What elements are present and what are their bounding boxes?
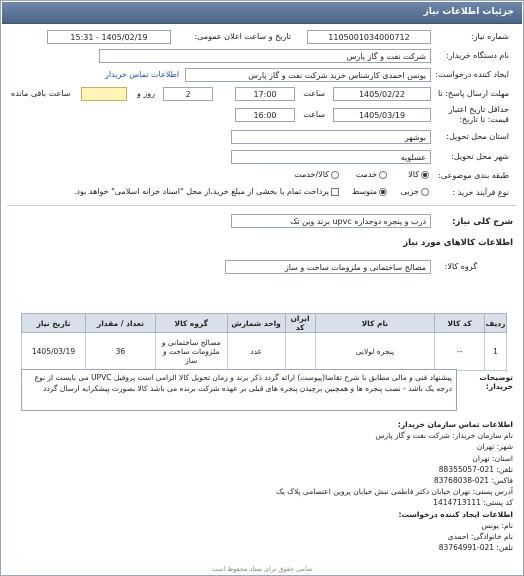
creator-field[interactable]: یونس احمدی کارشناس خرید شرکت نفت و گاز پارس <box>185 68 431 82</box>
contact-line: فاکس: 021-83768038 <box>433 476 513 486</box>
divider <box>7 205 517 206</box>
cell-date: 1405/03/19 <box>22 333 86 371</box>
city-field[interactable]: عسلویه <box>231 150 431 164</box>
buyer-label: نام دستگاه خریدار: <box>446 51 509 60</box>
buyer-notes-label: توضیحات خریدار: <box>479 373 513 391</box>
process-partial-option[interactable]: جزیی <box>401 187 429 196</box>
contact-buyer-link[interactable]: اطلاعات تماس خریدار <box>105 70 180 79</box>
city-label: شهر محل تحویل: <box>451 152 509 161</box>
validity-time-field[interactable]: 16:00 <box>235 108 295 122</box>
treasury-payment-option[interactable]: پرداخت تمام یا بخشی از مبلغ خرید،از محل "اسناد خزانه اسلامی" خواهد بود. <box>74 187 339 196</box>
contact-line: تلفن: 021-83764991 <box>438 543 513 553</box>
contact-line: استان: تهران <box>472 453 513 463</box>
cell-qty: 36 <box>86 333 156 371</box>
reply-date-field[interactable]: 1405/02/22 <box>333 87 431 101</box>
cell-unit: عدد <box>227 333 285 371</box>
buyer-field[interactable]: شرکت نفت و گاز پارس <box>99 49 431 63</box>
summary-label: شرح کلی نیاز: <box>452 217 513 227</box>
cell-iran-code <box>285 333 315 371</box>
col-code: کد کالا <box>435 314 485 333</box>
contact-line: نام: یونس <box>481 520 513 530</box>
validity-date-field[interactable]: 1405/03/19 <box>333 108 431 122</box>
goods-group-label: گروه کالا: <box>444 262 477 271</box>
contact-info <box>13 419 513 553</box>
col-iran-code: ایران کد <box>285 314 315 333</box>
col-date: تاریخ نیاز <box>22 314 86 333</box>
category-goods-option[interactable]: کالا <box>408 170 429 179</box>
radio-icon <box>421 171 429 179</box>
days-label: روز و <box>137 89 155 98</box>
cell-group: مصالح ساختمانی و ملزومات ساخت و ساز <box>155 333 227 371</box>
category-service-option[interactable]: خدمت <box>356 170 387 179</box>
remaining-label: ساعت باقی مانده <box>11 89 71 98</box>
creator-label: ایجاد کننده درخواست: <box>435 70 509 79</box>
cell-name: پنجره لولایی <box>315 333 435 371</box>
radio-icon <box>421 188 429 196</box>
contact-line: تلفن: 021-88355057 <box>438 464 513 474</box>
category-label: طبقه بندی موضوعی: <box>438 171 509 180</box>
reply-deadline-label: مهلت ارسال پاسخ: تا <box>437 89 509 98</box>
validity-time-label: ساعت <box>303 110 325 119</box>
validity-label: حداقل تاریخ اعتبار <box>448 105 509 114</box>
contact-line: آدرس پستی: تهران خیابان دکتر فاطمی نبش خیابان پروین اعتصامی پلاک یک <box>276 487 513 497</box>
footer-text: تمامی حقوق برای ستاد محفوظ است <box>211 565 313 573</box>
process-label: نوع فرآیند خرید : <box>452 188 509 197</box>
col-row: ردیف <box>485 314 507 333</box>
contact-line: کد پستی: 1414713111 <box>433 498 513 508</box>
days-remaining-field[interactable]: 2 <box>163 87 213 101</box>
contact-line: نام سازمان خریدار: شرکت نفت و گاز پارس <box>375 431 513 441</box>
province-field[interactable]: بوشهر <box>231 130 431 144</box>
goods-group-field[interactable]: مصالح ساختمانی و ملزومات ساخت و ساز <box>225 260 431 274</box>
hours-remaining-field[interactable] <box>81 87 127 101</box>
need-number-label: شماره نیاز: <box>471 32 509 41</box>
goods-table <box>21 313 507 371</box>
contact-line: نام خانوادگی: احمدی <box>447 532 513 542</box>
contact-line: شهر: تهران <box>476 442 513 452</box>
buyer-notes-field[interactable]: پیشنهاد فنی و مالی مطابق با شرح تقاضا(پیوست) ارائه گردد ذکر برند و زمان تحویل کالا الزامی است پروفیل UPVC می بایست از نوع درجه یک باشد - نصب پنجره ها و همچنین برچیدن پنجره های قبلی بر عهده شرکت برنده می باشد کالا بصورت پیشکرایه ارسال گردد <box>21 369 457 411</box>
radio-icon <box>331 171 339 179</box>
summary-field[interactable]: درب و پنجره دوجداره upvc برند وین تک <box>231 214 431 228</box>
announce-date-field[interactable]: 1405/02/19 - 15:31 <box>47 30 171 44</box>
table-row[interactable] <box>22 333 507 371</box>
cell-code: -- <box>435 333 485 371</box>
category-goods-service-option[interactable]: کالا/خدمت <box>294 170 339 179</box>
process-medium-option[interactable]: متوسط <box>352 187 387 196</box>
goods-section-title: اطلاعات کالاهای مورد نیاز <box>403 238 513 248</box>
contact-line: اطلاعات ایجاد کننده درخواست: <box>398 509 513 519</box>
table-header-row <box>22 314 507 333</box>
col-name: نام کالا <box>315 314 435 333</box>
reply-time-label: ساعت <box>303 89 325 98</box>
col-group: گروه کالا <box>155 314 227 333</box>
contact-line: اطلاعات تماس سازمان خریدار: <box>397 420 513 429</box>
checkbox-icon <box>331 188 339 196</box>
announce-date-label: تاریخ و ساعت اعلان عمومی: <box>194 32 291 41</box>
panel-title: جزئیات اطلاعات نیاز <box>423 7 514 17</box>
radio-icon <box>379 188 387 196</box>
col-unit: واحد شمارش <box>227 314 285 333</box>
need-number-field[interactable]: 1105001034000712 <box>307 30 431 44</box>
reply-time-field[interactable]: 17:00 <box>235 87 295 101</box>
panel-header <box>2 2 522 24</box>
cell-row: 1 <box>485 333 507 371</box>
province-label: استان محل تحویل: <box>446 132 509 141</box>
col-qty: تعداد / مقدار <box>86 314 156 333</box>
radio-icon <box>379 171 387 179</box>
validity-label-2: قیمت: تا تاریخ: <box>459 115 509 124</box>
